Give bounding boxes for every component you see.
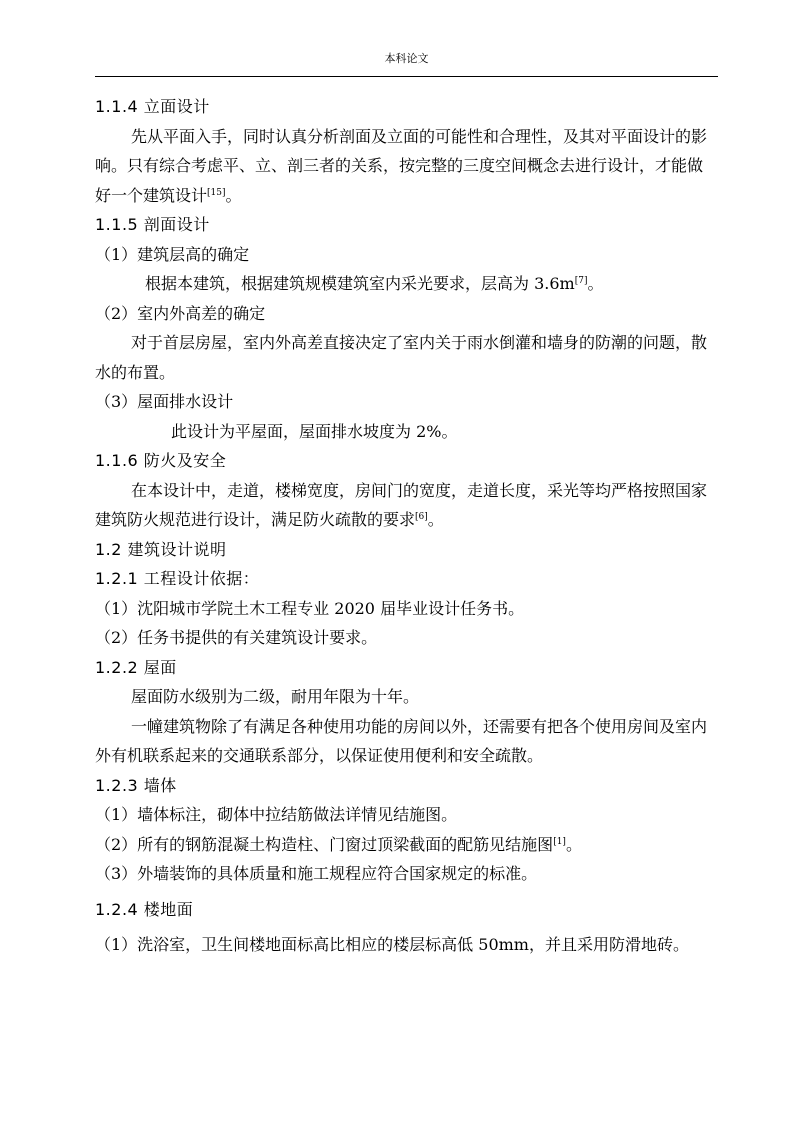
section-heading-1-1-4: 1.1.4 立面设计 <box>95 97 210 116</box>
paragraph <box>95 476 718 535</box>
list-item: （1）墙体标注，砌体中拉结筋做法详情见结施图。 <box>95 805 458 824</box>
list-item <box>95 830 718 860</box>
list-item: （3）屋面排水设计 <box>95 392 234 411</box>
paragraph: 对于首层房屋，室内外高差直接决定了室内关于雨水倒灌和墙身的防潮的问题，散水的布置。 <box>95 333 708 382</box>
section-heading-1-2-2: 1.2.2 屋面 <box>95 657 177 677</box>
citation-ref: [7] <box>574 276 588 286</box>
paragraph: 此设计为平屋面，屋面排水坡度为 2%。 <box>171 421 458 441</box>
paragraph: 一幢建筑物除了有满足各种使用功能的房间以外，还需要有把各个使用房间及室内外有机联系起来的交通联系部分，以保证使用便利和安全疏散。 <box>95 716 708 765</box>
running-header: 本科论文 <box>384 52 429 65</box>
paragraph-end: 。 <box>427 510 444 529</box>
paragraph-text: 先从平面入手，同时认真分析剖面及立面的可能性和合理性，及其对平面设计的影响。只有综合考虑平、立、剖三者的关系，按完整的三度空间概念去进行设计，才能做好一个建筑设计 <box>95 126 708 205</box>
citation-ref: [15] <box>207 187 226 198</box>
paragraph-text: 在本设计中，走道，楼梯宽度，房间门的宽度，走道长度，采光等均严格按照国家建筑防火规范进行设计，满足防火疏散的要求 <box>95 480 708 529</box>
paragraph: 屋面防水级别为二级，耐用年限为十年。 <box>131 687 420 706</box>
paragraph-end: 。 <box>587 274 604 293</box>
list-item-text: （2）所有的钢筋混凝土构造柱、门窗过顶梁截面的配筋见结施图 <box>95 834 554 854</box>
section-heading-1-2: 1.2 建筑设计说明 <box>95 539 227 559</box>
document-body <box>95 92 718 960</box>
section-heading-1-1-6: 1.1.6 防火及安全 <box>95 451 227 470</box>
list-item: （1）沈阳城市学院土木工程专业 2020 届毕业设计任务书。 <box>95 598 525 618</box>
paragraph-end: 。 <box>225 185 242 205</box>
list-item: （1）建筑层高的确定 <box>95 244 250 264</box>
paragraph <box>95 122 718 211</box>
list-item: （2）室内外高差的确定 <box>95 303 266 323</box>
header-rule <box>95 76 718 77</box>
section-heading-1-2-4: 1.2.4 楼地面 <box>95 899 194 919</box>
citation-ref: [1] <box>553 836 566 847</box>
paragraph <box>95 269 718 299</box>
paragraph-text: 根据本建筑，根据建筑规模建筑室内采光要求，层高为 3.6m <box>145 274 575 293</box>
citation-ref: [6] <box>415 512 428 522</box>
list-item-end: 。 <box>565 834 582 854</box>
section-heading-1-2-1: 1.2.1 工程设计依据： <box>95 569 260 588</box>
section-heading-1-2-3: 1.2.3 墙体 <box>95 775 177 795</box>
list-item: （2）任务书提供的有关建筑设计要求。 <box>95 628 378 647</box>
list-item: （3）外墙装饰的具体质量和施工规程应符合国家规定的标准。 <box>95 864 538 883</box>
list-item: （1）洗浴室，卫生间楼地面标高比相应的楼层标高低 50mm，并且采用防滑地砖。 <box>95 935 689 954</box>
section-heading-1-1-5: 1.1.5 剖面设计 <box>95 215 210 234</box>
